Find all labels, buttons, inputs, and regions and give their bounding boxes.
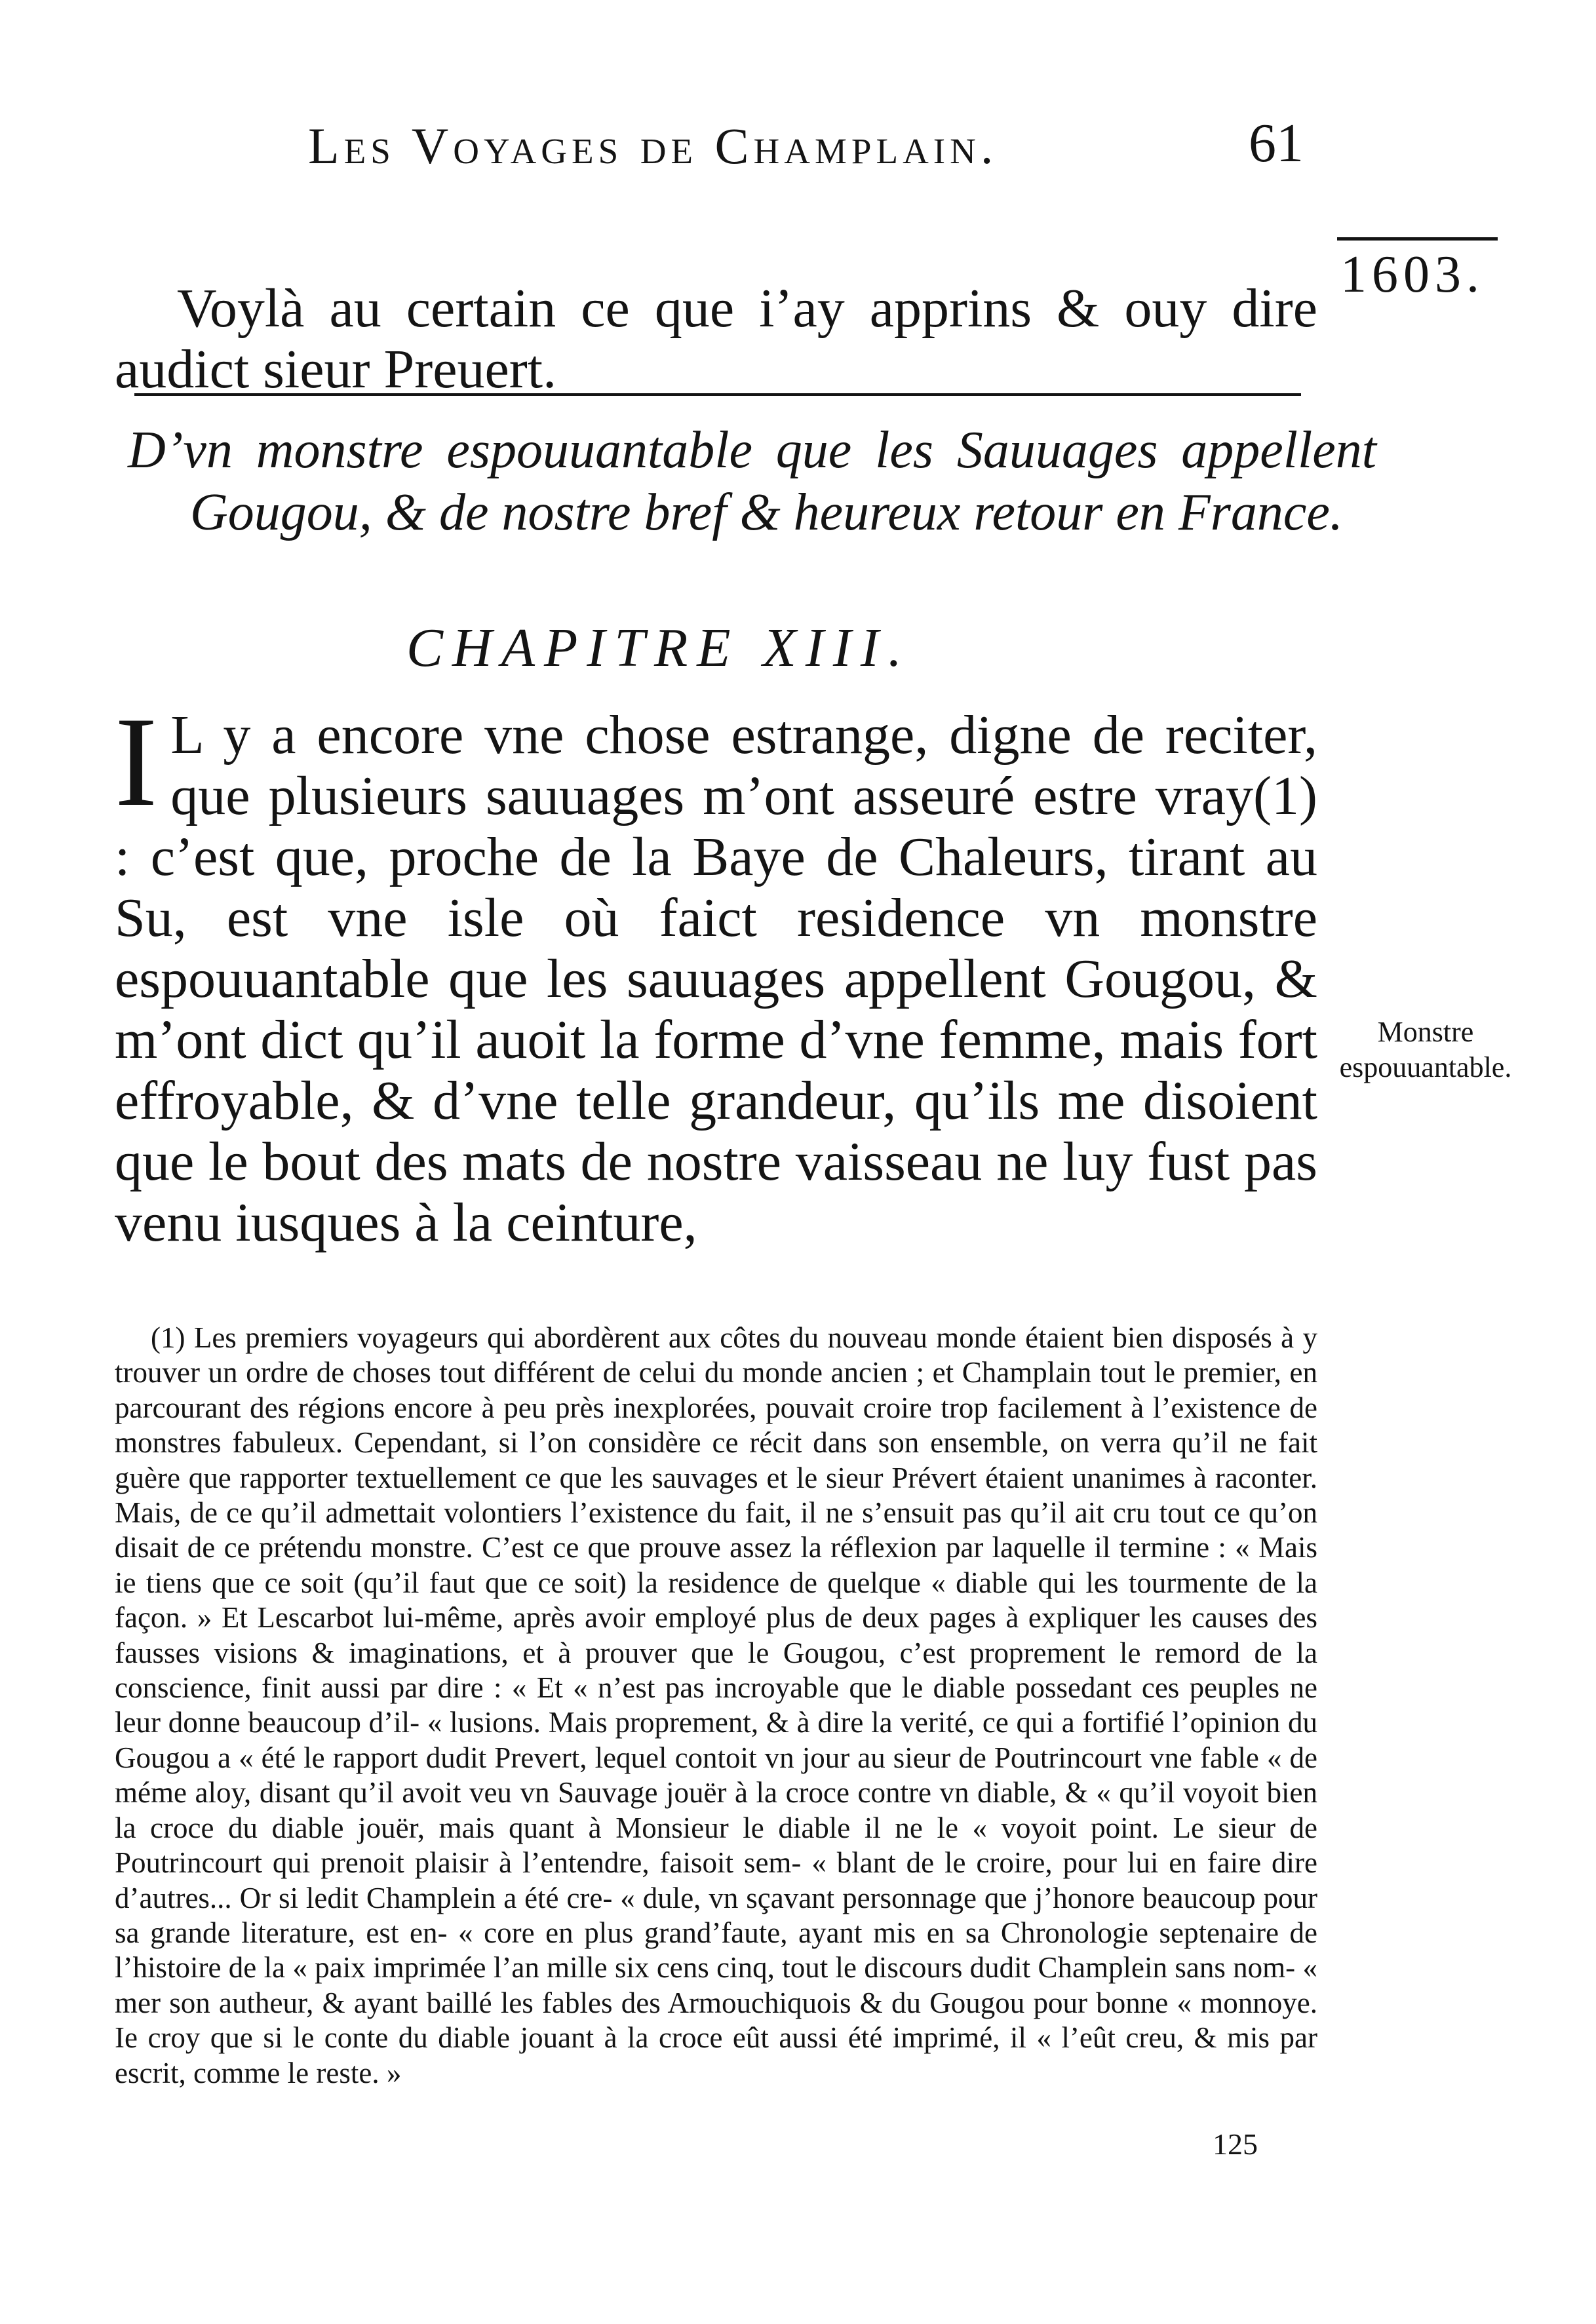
chapter-heading: D’vn monstre espouuantable que les Sauuages appellent Gougou, & de nostre bref & heureux retour en France. [128,421,1376,541]
footnote: (1) Les premiers voyageurs qui abordèrent aux côtes du nouveau monde étaient bien disposés à y trouver un ordre de choses tout différent de celui du monde ancien ; et Champlain tout le premier, en parcourant des régions encore à peu près inexplorées, pouvait croire trop facilement à l’existence de monstres fabuleux. Cependant, si l’on considère ce récit dans son ensemble, on verra qu’il ne fait guère que rapporter textuellement ce que les sauvages et le sieur Prévert étaient unanimes à raconter. Mais, de ce qu’il admettait volontiers l’existence du fait, il ne s’ensuit pas qu’il ait cru tout ce qu’on disait de ce prétendu monstre. C’est ce que prouve assez la réflexion par laquelle il termine : « Mais ie tiens que ce soit (qu’il faut que ce soit) la residence de quelque « diable qui les tourmente de la façon. » Et Lescarbot lui-même, après avoir employé plus de deux pages à expliquer les causes des fausses visions & imaginations, et à prouver que le Gougou, c’est proprement le remord de la conscience, finit aussi par dire : « Et « n’est pas incroyable que le diable possedant ces peuples ne leur donne beaucoup d’il- « lusions. Mais proprement, & à dire la verité, ce qui a fortifié l’opinion du Gougou a « été le rapport dudit Prevert, lequel contoit vn jour au sieur de Poutrincourt vne fable « de méme aloy, disant qu’il avoit veu vn Sauvage jouër à la croce contre vn diable, & « qu’il voyoit bien la croce du diable jouër, mais quant à Monsieur le diable il ne le « voyoit point. Le sieur de Poutrincourt qui prenoit plaisir à l’entendre, faisoit sem- « blant de le croire, pour lui en faire dire d’autres... Or si ledit Champlein a été cre- « dule, vn sçavant personnage que j’honore beaucoup pour sa grande literature, est en- « core en plus grand’faute, ayant mis en sa Chronologie septenaire de l’histoire de la « paix imprimée l’an mille six cens cinq, tout le discours dudit Champlein sans nom- « mer son autheur, & ayant baillé les fables des Armouchiquois & du Gougou pour bonne « monnoye. Ie croy que si le conte du diable jouant à la croce eût aussi été imprimé, il « l’eût creu, & mis par escrit, comme le reste. » [115,1321,1317,2089]
chapter-number: CHAPITRE XIII. [406,617,911,678]
signature-mark: 125 [1213,2127,1258,2161]
margin-note: Monstre espouuantable. [1339,1016,1512,1083]
page-number: 61 [1249,113,1304,174]
chapter-paragraph-text: L y a encore vne chose estrange, digne de reciter, que plusieurs sauuages m’ont asseuré estre vray(1) : c’est que, proche de la Baye de Chaleurs, tirant au Su, est vne isle où faict residence vn monstre espouuantable que les sauuages appellent Gougou, & m’ont dict qu’il auoit la forme d’vne femme, mais fort effroyable, & d’vne telle grandeur, qu’ils me disoient que le bout des mats de nostre vaisseau ne luy fust pas venu iusques à la ceinture, [115,705,1317,1253]
running-head: Les Voyages de Champlain. [308,117,998,174]
chapter-paragraph [115,691,1317,1253]
intro-paragraph: Voylà au certain ce que i’ay apprins & ouy dire audict sieur Preuert. [115,278,1317,400]
year-rule [1337,237,1498,241]
year-marginalia: 1603. [1340,246,1485,303]
section-rule [134,393,1301,396]
drop-cap: I [115,691,158,833]
